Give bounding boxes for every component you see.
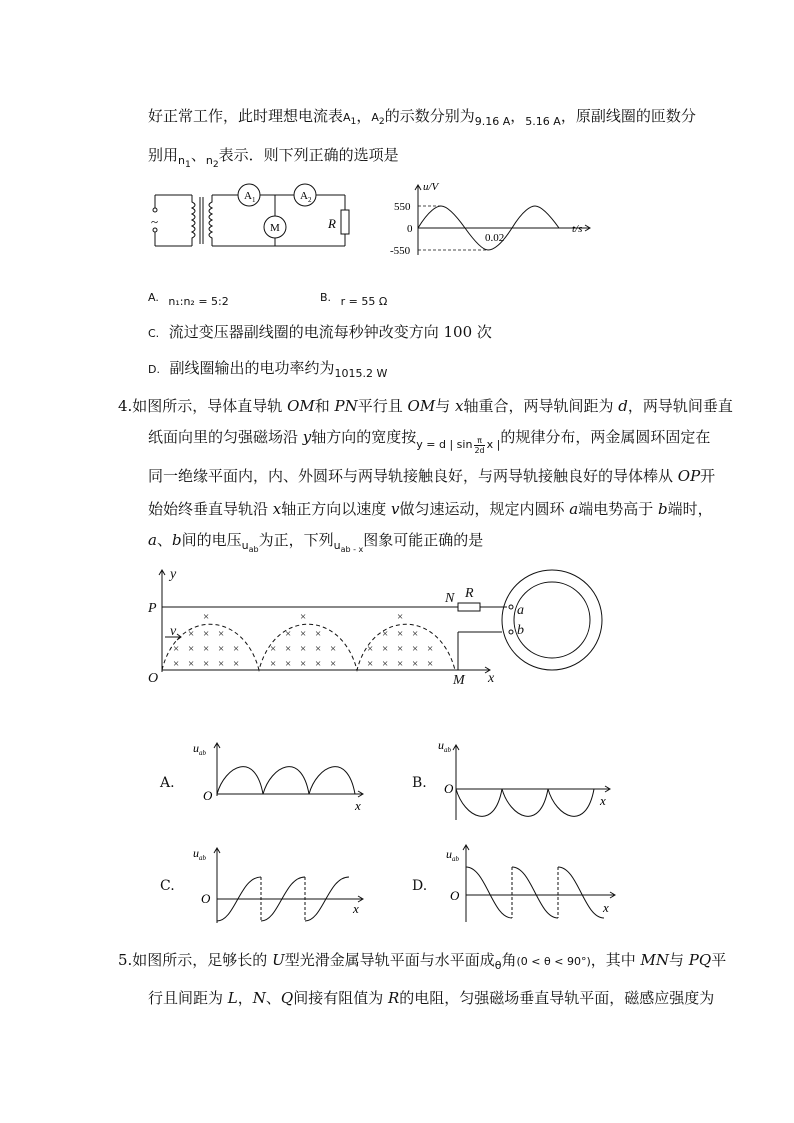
- text: Q: [280, 989, 294, 1007]
- origin-label: O: [201, 891, 211, 906]
- graph-option-d[interactable]: [440, 840, 625, 930]
- cross-mark: ×: [300, 628, 307, 640]
- cross-mark: ×: [218, 628, 225, 640]
- text: U: [272, 951, 285, 969]
- text: ，: [237, 989, 253, 1007]
- point-m-label: M: [453, 673, 465, 688]
- sub: ab: [444, 746, 451, 754]
- text: y: [302, 428, 312, 446]
- cross-mark: ×: [367, 658, 374, 670]
- cross-mark: ×: [218, 658, 225, 670]
- text: 与: [669, 951, 689, 969]
- sub: 2: [307, 196, 312, 204]
- u-ab-label: [193, 846, 207, 862]
- cross-mark: ×: [300, 658, 307, 670]
- u-ab-label: [446, 847, 460, 863]
- cross-mark: ×: [270, 658, 277, 670]
- text: 平行且: [357, 397, 408, 415]
- sub: ab: [199, 854, 206, 862]
- cross-mark: ×: [397, 611, 404, 623]
- option-label: B.: [320, 291, 332, 304]
- text: 端时，: [667, 500, 713, 518]
- y-axis-label: y: [170, 567, 177, 582]
- text: 同一绝缘平面内，内、外圆环与两导轨接触良好，与两导轨接触良好的导体棒从: [148, 467, 678, 485]
- text: OP: [677, 467, 701, 485]
- sub: ab: [199, 749, 206, 757]
- text: b: [171, 531, 182, 549]
- text: 表示．则下列正确的选项是: [218, 146, 399, 164]
- graph-option-d-label[interactable]: D.: [412, 878, 428, 894]
- x-axis-label: x: [353, 901, 359, 916]
- text: N: [252, 989, 266, 1007]
- text: 的规律分布，两金属圆环固定在: [500, 428, 711, 446]
- cross-mark: ×: [382, 643, 389, 655]
- point-a-label: a: [517, 603, 524, 618]
- text: 角: [501, 951, 517, 969]
- point-n-label: N: [445, 591, 455, 606]
- cross-mark: ×: [427, 643, 434, 655]
- cross-mark: ×: [367, 643, 374, 655]
- text: n: [205, 154, 213, 167]
- cross-mark: ×: [330, 658, 337, 670]
- sub: ab - x: [340, 545, 364, 555]
- text: A: [343, 111, 351, 124]
- velocity-label: v: [170, 624, 177, 639]
- graph-option-b-label[interactable]: B.: [412, 775, 427, 791]
- fraction: [474, 436, 484, 455]
- option-d[interactable]: [148, 358, 387, 384]
- option-text: 流过变压器副线圈的电流每秒钟改变方向 100 次: [168, 323, 492, 341]
- uab-x: [333, 539, 364, 555]
- theta: θ: [494, 959, 502, 972]
- y-tick-bottom: -550: [390, 245, 411, 257]
- text: 别用: [148, 146, 179, 164]
- q4-line2: [148, 427, 711, 455]
- cross-mark: ×: [233, 658, 240, 670]
- cross-mark: ×: [300, 611, 307, 623]
- y-tick-zero: 0: [407, 223, 413, 235]
- text: 、: [156, 531, 172, 549]
- text: 型光滑金属导轨平面与水平面成: [284, 951, 495, 969]
- origin-label: O: [444, 781, 454, 796]
- cross-mark: ×: [173, 643, 180, 655]
- value-i2: 5.16 A: [525, 115, 561, 128]
- text: u: [438, 738, 444, 752]
- cross-mark: ×: [203, 643, 210, 655]
- text: ，原副线圈的匝数分: [560, 107, 696, 125]
- text: ，其中: [590, 951, 641, 969]
- n2: [205, 154, 219, 171]
- ammeter-1-label: [244, 190, 256, 204]
- text: 4.如图所示，导体直导轨: [118, 397, 288, 415]
- text: 间的电压: [181, 531, 242, 549]
- option-value: 1015.2 W: [334, 367, 388, 380]
- uab: [241, 539, 259, 555]
- text: u: [193, 741, 199, 755]
- cross-mark: ×: [412, 628, 419, 640]
- ammeter-a1: [343, 111, 357, 128]
- option-label: C.: [148, 327, 160, 340]
- text: v: [391, 500, 400, 518]
- cross-mark: ×: [315, 658, 322, 670]
- sub: 1: [350, 116, 357, 128]
- sub: 1: [251, 196, 256, 204]
- cross-mark: ×: [203, 628, 210, 640]
- cross-mark: ×: [412, 658, 419, 670]
- q3-line1: [148, 106, 696, 132]
- text: a: [148, 531, 157, 549]
- sub: 2: [212, 159, 219, 171]
- option-c[interactable]: [148, 322, 492, 344]
- text: 的示数分别为: [384, 107, 475, 125]
- graph-option-c-label[interactable]: C.: [160, 878, 175, 894]
- text: A: [371, 111, 379, 124]
- text: a: [569, 500, 579, 518]
- text: y = d | sin: [416, 438, 473, 451]
- n1: [178, 154, 191, 171]
- graph-option-c[interactable]: [185, 843, 370, 928]
- text: 、: [265, 989, 281, 1007]
- text: R: [388, 989, 400, 1007]
- transformer-circuit: [140, 180, 370, 260]
- text: 始始终垂直导轨沿: [148, 500, 273, 518]
- ammeter-a2: [371, 111, 385, 128]
- text: x: [272, 500, 282, 518]
- origin-label: O: [450, 888, 460, 903]
- text: 平: [711, 951, 727, 969]
- cross-mark: ×: [427, 658, 434, 670]
- cross-mark: ×: [397, 658, 404, 670]
- text: OM: [407, 397, 436, 415]
- text: 为正，下列: [258, 531, 334, 549]
- text: 间接有阻值为: [293, 989, 388, 1007]
- text: x: [454, 397, 464, 415]
- cross-mark: ×: [382, 628, 389, 640]
- text: 、: [190, 146, 206, 164]
- denominator: 2d: [474, 445, 485, 455]
- origin-label: O: [148, 671, 159, 686]
- text: L: [227, 989, 238, 1007]
- cross-mark: ×: [382, 658, 389, 670]
- x-tick: 0.02: [485, 232, 505, 244]
- text: 做匀速运动，规定内圆环: [399, 500, 570, 518]
- cross-mark: ×: [285, 628, 292, 640]
- cross-mark: ×: [330, 643, 337, 655]
- text: 与: [435, 397, 455, 415]
- q4-line3: [148, 466, 715, 486]
- sub: ab: [248, 545, 259, 555]
- cross-mark: ×: [412, 643, 419, 655]
- ac-source-icon: ~: [151, 214, 159, 229]
- text: ，两导轨间垂直: [627, 397, 733, 415]
- point-p-label: P: [148, 601, 157, 616]
- text: ，: [356, 107, 372, 125]
- condition: (0 < θ < 90°): [516, 955, 591, 968]
- option-text: r = 55 Ω: [340, 295, 388, 308]
- x-axis-label: t/s: [572, 223, 583, 235]
- text: A: [300, 190, 308, 202]
- graph-option-a[interactable]: [185, 740, 370, 815]
- option-b[interactable]: [320, 286, 387, 312]
- u-ab-label: [193, 741, 207, 757]
- text: 轴方向的宽度按: [311, 428, 417, 446]
- graph-option-b[interactable]: [430, 735, 620, 825]
- option-label: A.: [148, 291, 159, 304]
- text: 5.如图所示，足够长的: [118, 951, 273, 969]
- x-axis-label: x: [603, 900, 609, 915]
- cross-mark: ×: [218, 643, 225, 655]
- q3-line2: [148, 145, 399, 175]
- y-axis-label: u/V: [423, 181, 439, 193]
- cross-mark: ×: [188, 643, 195, 655]
- cross-mark: ×: [397, 643, 404, 655]
- voltage-waveform: [385, 180, 595, 260]
- motor-label: M: [270, 222, 280, 234]
- text: b: [658, 500, 668, 518]
- cross-mark: ×: [188, 628, 195, 640]
- cross-mark: ×: [315, 643, 322, 655]
- text: PQ: [688, 951, 712, 969]
- text: A: [244, 190, 252, 202]
- q4-line5: [148, 530, 483, 560]
- cross-mark: ×: [285, 658, 292, 670]
- text: u: [241, 539, 249, 552]
- text: 的电阻，匀强磁场垂直导轨平面，磁感应强度为: [399, 989, 715, 1007]
- text: u: [333, 539, 341, 552]
- value-i1: 9.16 A: [474, 115, 511, 128]
- rail-field-figure: [145, 562, 625, 692]
- sub: 2: [378, 116, 385, 128]
- text: 纸面向里的匀强磁场沿: [148, 428, 303, 446]
- text: u: [193, 846, 199, 860]
- text: 轴正方向以速度: [281, 500, 392, 518]
- sub: 1: [185, 159, 191, 171]
- sub: ab: [452, 855, 459, 863]
- resistor-label: R: [328, 216, 336, 231]
- cross-mark: ×: [233, 643, 240, 655]
- ammeter-2-label: [300, 190, 312, 204]
- text: 开: [700, 467, 716, 485]
- option-a[interactable]: [148, 286, 229, 312]
- graph-option-a-label[interactable]: A.: [160, 775, 175, 791]
- text: 轴重合，两导轨间距为: [463, 397, 619, 415]
- cross-mark: ×: [173, 658, 180, 670]
- q5-line1: [118, 950, 726, 976]
- text: 端电势高于: [578, 500, 659, 518]
- cross-mark: ×: [397, 628, 404, 640]
- cross-mark: ×: [300, 643, 307, 655]
- cross-mark: ×: [285, 643, 292, 655]
- text: 和: [314, 397, 335, 415]
- text: OM: [287, 397, 315, 415]
- cross-mark: ×: [315, 628, 322, 640]
- text: ，: [510, 107, 526, 125]
- text: d: [618, 397, 628, 415]
- cross-mark: ×: [203, 611, 210, 623]
- q4-line4: [148, 499, 713, 519]
- cross-mark: ×: [203, 658, 210, 670]
- resistor-label: R: [465, 586, 474, 601]
- text: x |: [486, 438, 501, 451]
- x-axis-label: x: [600, 793, 606, 808]
- text: 行且间距为: [148, 989, 228, 1007]
- text: 图象可能正确的是: [363, 531, 484, 549]
- field-crosses: [173, 611, 433, 670]
- q4-line1: [118, 396, 733, 416]
- text: u: [446, 847, 452, 861]
- text: MN: [640, 951, 670, 969]
- text: n: [178, 154, 185, 167]
- option-text: 副线圈输出的电功率约为: [169, 359, 335, 377]
- text: 好正常工作，此时理想电流表: [148, 107, 344, 125]
- text: PN: [334, 397, 358, 415]
- numerator: π: [474, 436, 484, 446]
- cross-mark: ×: [188, 658, 195, 670]
- option-label: D.: [148, 363, 160, 376]
- cross-mark: ×: [270, 643, 277, 655]
- formula: [416, 435, 501, 455]
- x-axis-label: x: [488, 671, 495, 686]
- q5-line2: [148, 988, 714, 1008]
- y-tick-top: 550: [394, 201, 411, 213]
- x-axis-label: x: [355, 798, 361, 813]
- point-b-label: b: [517, 623, 524, 638]
- option-text: n₁:n₂ = 5:2: [168, 295, 229, 308]
- origin-label: O: [203, 788, 213, 803]
- u-ab-label: [438, 738, 452, 754]
